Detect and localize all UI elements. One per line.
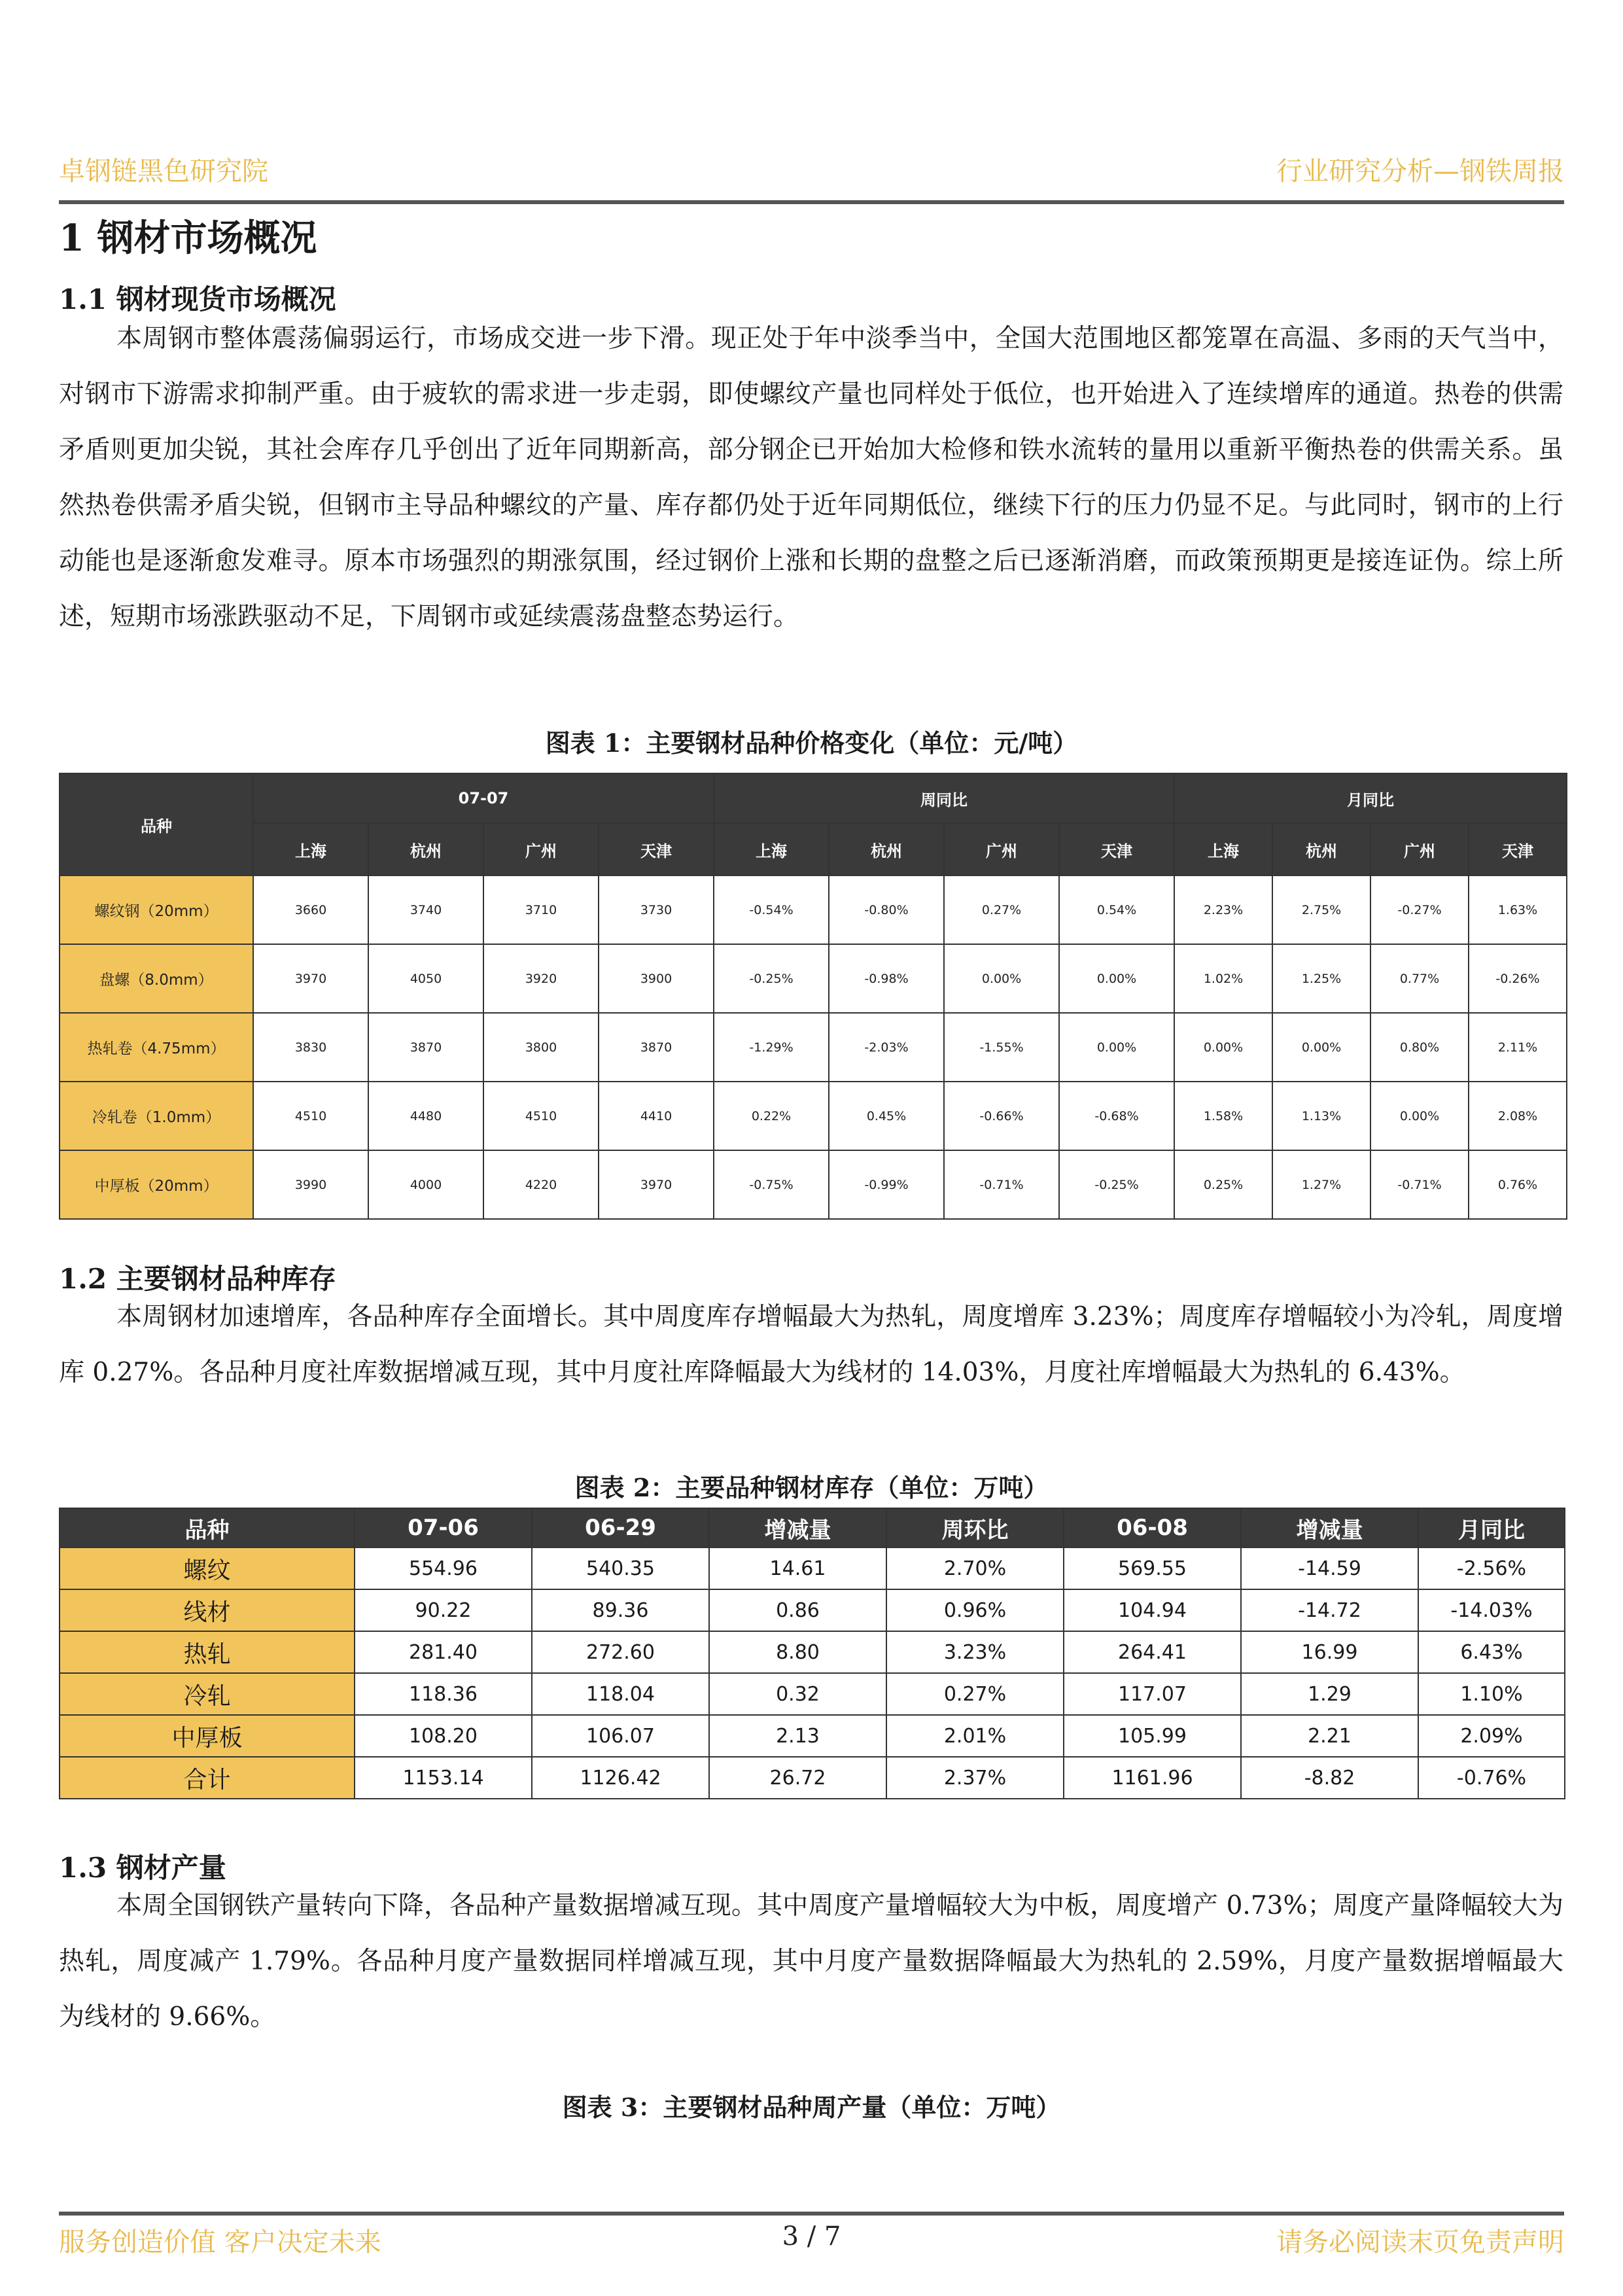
- table-cell: -14.72: [1241, 1589, 1418, 1631]
- table-cell: 2.09%: [1418, 1715, 1565, 1757]
- header-report-title: 行业研究分析—钢铁周报: [1276, 156, 1564, 186]
- city-header: 广州: [483, 823, 599, 875]
- table-cell: -0.27%: [1370, 875, 1469, 944]
- table-cell: 4220: [483, 1150, 599, 1219]
- table-cell: 3870: [368, 1013, 483, 1082]
- table-cell: 554.96: [355, 1547, 532, 1589]
- table-row: [60, 1673, 1565, 1715]
- section-title: 1 钢材市场概况: [59, 217, 317, 260]
- table2-caption: 图表 2：主要品种钢材库存（单位：万吨）: [574, 1473, 1049, 1502]
- table-cell: 2.13: [709, 1715, 886, 1757]
- table-cell: 2.37%: [886, 1757, 1064, 1799]
- header-variety: 品种: [60, 773, 253, 875]
- table-cell: 3660: [253, 875, 368, 944]
- city-header: 上海: [714, 823, 829, 875]
- table-row: [60, 1082, 1567, 1150]
- table-cell: 4000: [368, 1150, 483, 1219]
- column-header: 月同比: [1418, 1508, 1565, 1547]
- city-header: 杭州: [829, 823, 944, 875]
- variety-name: 冷轧卷（1.0mm）: [60, 1082, 253, 1150]
- footer-slogan: 服务创造价值 客户决定未来: [59, 2227, 381, 2257]
- table-cell: -0.76%: [1418, 1757, 1565, 1799]
- table-cell: 0.96%: [886, 1589, 1064, 1631]
- table-cell: 4050: [368, 944, 483, 1013]
- city-header: 上海: [1174, 823, 1272, 875]
- column-header: 增减量: [1241, 1508, 1418, 1547]
- inventory-table: [59, 1508, 1565, 1799]
- table-cell: 3740: [368, 875, 483, 944]
- table-cell: -14.59: [1241, 1547, 1418, 1589]
- table-cell: 117.07: [1064, 1673, 1241, 1715]
- table-cell: 1161.96: [1064, 1757, 1241, 1799]
- table-cell: 3970: [599, 1150, 714, 1219]
- city-header: 天津: [599, 823, 714, 875]
- subsection-title-1-3: 1.3 钢材产量: [59, 1852, 226, 1884]
- table-cell: 2.08%: [1469, 1082, 1567, 1150]
- table-cell: -0.66%: [944, 1082, 1059, 1150]
- table-cell: 281.40: [355, 1631, 532, 1673]
- header-org-name: 卓钢链黑色研究院: [59, 156, 268, 186]
- table-cell: 14.61: [709, 1547, 886, 1589]
- table-cell: 2.11%: [1469, 1013, 1567, 1082]
- variety-name: 螺纹钢（20mm）: [60, 875, 253, 944]
- table-cell: 0.25%: [1174, 1150, 1272, 1219]
- table-cell: -0.54%: [714, 875, 829, 944]
- table-cell: 0.45%: [829, 1082, 944, 1150]
- table-cell: 3800: [483, 1013, 599, 1082]
- column-header: 品种: [60, 1508, 355, 1547]
- table-cell: 105.99: [1064, 1715, 1241, 1757]
- city-header: 上海: [253, 823, 368, 875]
- header-divider: [59, 200, 1564, 204]
- variety-name: 冷轧: [60, 1673, 355, 1715]
- table-cell: 0.54%: [1059, 875, 1174, 944]
- table-cell: -0.98%: [829, 944, 944, 1013]
- table-row: [60, 1715, 1565, 1757]
- city-header: 天津: [1469, 823, 1567, 875]
- table1-caption: 图表 1：主要钢材品种价格变化（单位：元/吨）: [545, 728, 1078, 758]
- variety-name: 螺纹: [60, 1547, 355, 1589]
- table-cell: -14.03%: [1418, 1589, 1565, 1631]
- table-cell: 3970: [253, 944, 368, 1013]
- table-cell: -0.71%: [1370, 1150, 1469, 1219]
- variety-name: 热轧: [60, 1631, 355, 1673]
- table-cell: 2.21: [1241, 1715, 1418, 1757]
- table-cell: -0.71%: [944, 1150, 1059, 1219]
- footer-divider: [59, 2212, 1564, 2216]
- table-cell: 1.27%: [1272, 1150, 1370, 1219]
- table-cell: 3900: [599, 944, 714, 1013]
- table-cell: 4510: [253, 1082, 368, 1150]
- header-month-change: 月同比: [1174, 773, 1567, 823]
- table-cell: 0.00%: [944, 944, 1059, 1013]
- city-header: 天津: [1059, 823, 1174, 875]
- subsection-title-1-2: 1.2 主要钢材品种库存: [59, 1263, 336, 1295]
- table-row: [60, 1013, 1567, 1082]
- table-cell: 3870: [599, 1013, 714, 1082]
- column-header: 06-29: [532, 1508, 709, 1547]
- table-cell: 0.77%: [1370, 944, 1469, 1013]
- table-cell: 3990: [253, 1150, 368, 1219]
- table-cell: 4510: [483, 1082, 599, 1150]
- table-cell: 0.86: [709, 1589, 886, 1631]
- table-cell: 1.63%: [1469, 875, 1567, 944]
- table-cell: 540.35: [532, 1547, 709, 1589]
- city-header: 杭州: [1272, 823, 1370, 875]
- table-cell: 0.76%: [1469, 1150, 1567, 1219]
- paragraph-inventory: 本周钢材加速增库，各品种库存全面增长。其中周度库存增幅最大为热轧，周度增库 3.23%；周度库存增幅较小为冷轧，周度增库 0.27%。各品种月度社库数据增减互现，其中月度社库降幅最大为线材的 14.03%，月度社库增幅最大为热轧的 6.43%。: [59, 1302, 1563, 1387]
- table-cell: 0.27%: [886, 1673, 1064, 1715]
- variety-name: 合计: [60, 1757, 355, 1799]
- table-cell: 1.25%: [1272, 944, 1370, 1013]
- table-cell: 0.00%: [1059, 1013, 1174, 1082]
- table-cell: 1153.14: [355, 1757, 532, 1799]
- variety-name: 中厚板（20mm）: [60, 1150, 253, 1219]
- table-cell: 569.55: [1064, 1547, 1241, 1589]
- table-row: [60, 1589, 1565, 1631]
- city-header: 广州: [1370, 823, 1469, 875]
- variety-name: 盘螺（8.0mm）: [60, 944, 253, 1013]
- table-cell: 4410: [599, 1082, 714, 1150]
- footer-disclaimer-note: 请务必阅读末页免责声明: [1276, 2227, 1564, 2257]
- table-cell: 2.01%: [886, 1715, 1064, 1757]
- table-cell: 1.10%: [1418, 1673, 1565, 1715]
- table-cell: 0.27%: [944, 875, 1059, 944]
- table-cell: 26.72: [709, 1757, 886, 1799]
- table-cell: 3.23%: [886, 1631, 1064, 1673]
- price-change-table: [59, 773, 1567, 1220]
- table-cell: -0.75%: [714, 1150, 829, 1219]
- table-cell: 2.70%: [886, 1547, 1064, 1589]
- paragraph-production: 本周全国钢铁产量转向下降，各品种产量数据增减互现。其中周度产量增幅较大为中板，周度增产 0.73%；周度产量降幅较大为热轧，周度减产 1.79%。各品种月度产量数据同样增减互现，其中月度产量数据降幅最大为热轧的 2.59%，月度产量数据增幅最大为线材的 9.66%。: [59, 1891, 1563, 2032]
- table-cell: 118.36: [355, 1673, 532, 1715]
- table-cell: 1.58%: [1174, 1082, 1272, 1150]
- table-cell: -8.82: [1241, 1757, 1418, 1799]
- table-cell: -0.26%: [1469, 944, 1567, 1013]
- column-header: 06-08: [1064, 1508, 1241, 1547]
- table-cell: 118.04: [532, 1673, 709, 1715]
- table-cell: 0.00%: [1272, 1013, 1370, 1082]
- table-row: [60, 1150, 1567, 1219]
- table-cell: 90.22: [355, 1589, 532, 1631]
- table-cell: -1.29%: [714, 1013, 829, 1082]
- column-header: 周环比: [886, 1508, 1064, 1547]
- table-cell: 16.99: [1241, 1631, 1418, 1673]
- table-cell: -0.80%: [829, 875, 944, 944]
- variety-name: 热轧卷（4.75mm）: [60, 1013, 253, 1082]
- header-date: 07-07: [253, 773, 714, 823]
- table-cell: 4480: [368, 1082, 483, 1150]
- table-cell: 0.22%: [714, 1082, 829, 1150]
- table-cell: -2.03%: [829, 1013, 944, 1082]
- header-week-change: 周同比: [714, 773, 1174, 823]
- table-row: [60, 1547, 1565, 1589]
- paragraph-market-overview: 本周钢市整体震荡偏弱运行，市场成交进一步下滑。现正处于年中淡季当中，全国大范围地区都笼罩在高温、多雨的天气当中，对钢市下游需求抑制严重。由于疲软的需求进一步走弱，即使螺纹产量也同样处于低位，也开始进入了连续增库的通道。热卷的供需矛盾则更加尖锐，其社会库存几乎创出了近年同期新高，部分钢企已开始加大检修和铁水流转的量用以重新平衡热卷的供需关系。虽然热卷供需矛盾尖锐，但钢市主导品种螺纹的产量、库存都仍处于近年同期低位，继续下行的压力仍显不足。与此同时，钢市的上行动能也是逐渐愈发难寻。原本市场强烈的期涨氛围，经过钢价上涨和长期的盘整之后已逐渐消磨，而政策预期更是接连证伪。综上所述，短期市场涨跌驱动不足，下周钢市或延续震荡盘整态势运行。: [59, 324, 1563, 631]
- table-cell: -2.56%: [1418, 1547, 1565, 1589]
- table-cell: -0.25%: [714, 944, 829, 1013]
- column-header: 07-06: [355, 1508, 532, 1547]
- table-cell: -0.25%: [1059, 1150, 1174, 1219]
- table-cell: 0.00%: [1059, 944, 1174, 1013]
- table-cell: 8.80: [709, 1631, 886, 1673]
- table-cell: 108.20: [355, 1715, 532, 1757]
- table-cell: 106.07: [532, 1715, 709, 1757]
- city-header: 杭州: [368, 823, 483, 875]
- table-row: [60, 1631, 1565, 1673]
- table-cell: 3730: [599, 875, 714, 944]
- table-row-total: [60, 1757, 1565, 1799]
- table-cell: 272.60: [532, 1631, 709, 1673]
- variety-name: 中厚板: [60, 1715, 355, 1757]
- table-cell: 0.32: [709, 1673, 886, 1715]
- table-cell: 0.00%: [1370, 1082, 1469, 1150]
- table-cell: 0.80%: [1370, 1013, 1469, 1082]
- table-cell: -0.68%: [1059, 1082, 1174, 1150]
- table-cell: 3920: [483, 944, 599, 1013]
- table-cell: 89.36: [532, 1589, 709, 1631]
- table-cell: -1.55%: [944, 1013, 1059, 1082]
- column-header: 增减量: [709, 1508, 886, 1547]
- table-cell: 2.75%: [1272, 875, 1370, 944]
- page-number: 3 / 7: [782, 2221, 841, 2252]
- table-cell: 3710: [483, 875, 599, 944]
- table-row: [60, 875, 1567, 944]
- table-cell: 104.94: [1064, 1589, 1241, 1631]
- table-cell: 264.41: [1064, 1631, 1241, 1673]
- table-cell: 1.29: [1241, 1673, 1418, 1715]
- table-cell: 3830: [253, 1013, 368, 1082]
- table-cell: 6.43%: [1418, 1631, 1565, 1673]
- table-cell: 2.23%: [1174, 875, 1272, 944]
- table3-caption: 图表 3：主要钢材品种周产量（单位：万吨）: [562, 2093, 1061, 2122]
- table-cell: 0.00%: [1174, 1013, 1272, 1082]
- table-cell: 1.02%: [1174, 944, 1272, 1013]
- variety-name: 线材: [60, 1589, 355, 1631]
- table-cell: -0.99%: [829, 1150, 944, 1219]
- table-cell: 1.13%: [1272, 1082, 1370, 1150]
- subsection-title-1-1: 1.1 钢材现货市场概况: [59, 283, 336, 315]
- table-cell: 1126.42: [532, 1757, 709, 1799]
- city-header: 广州: [944, 823, 1059, 875]
- table-row: [60, 944, 1567, 1013]
